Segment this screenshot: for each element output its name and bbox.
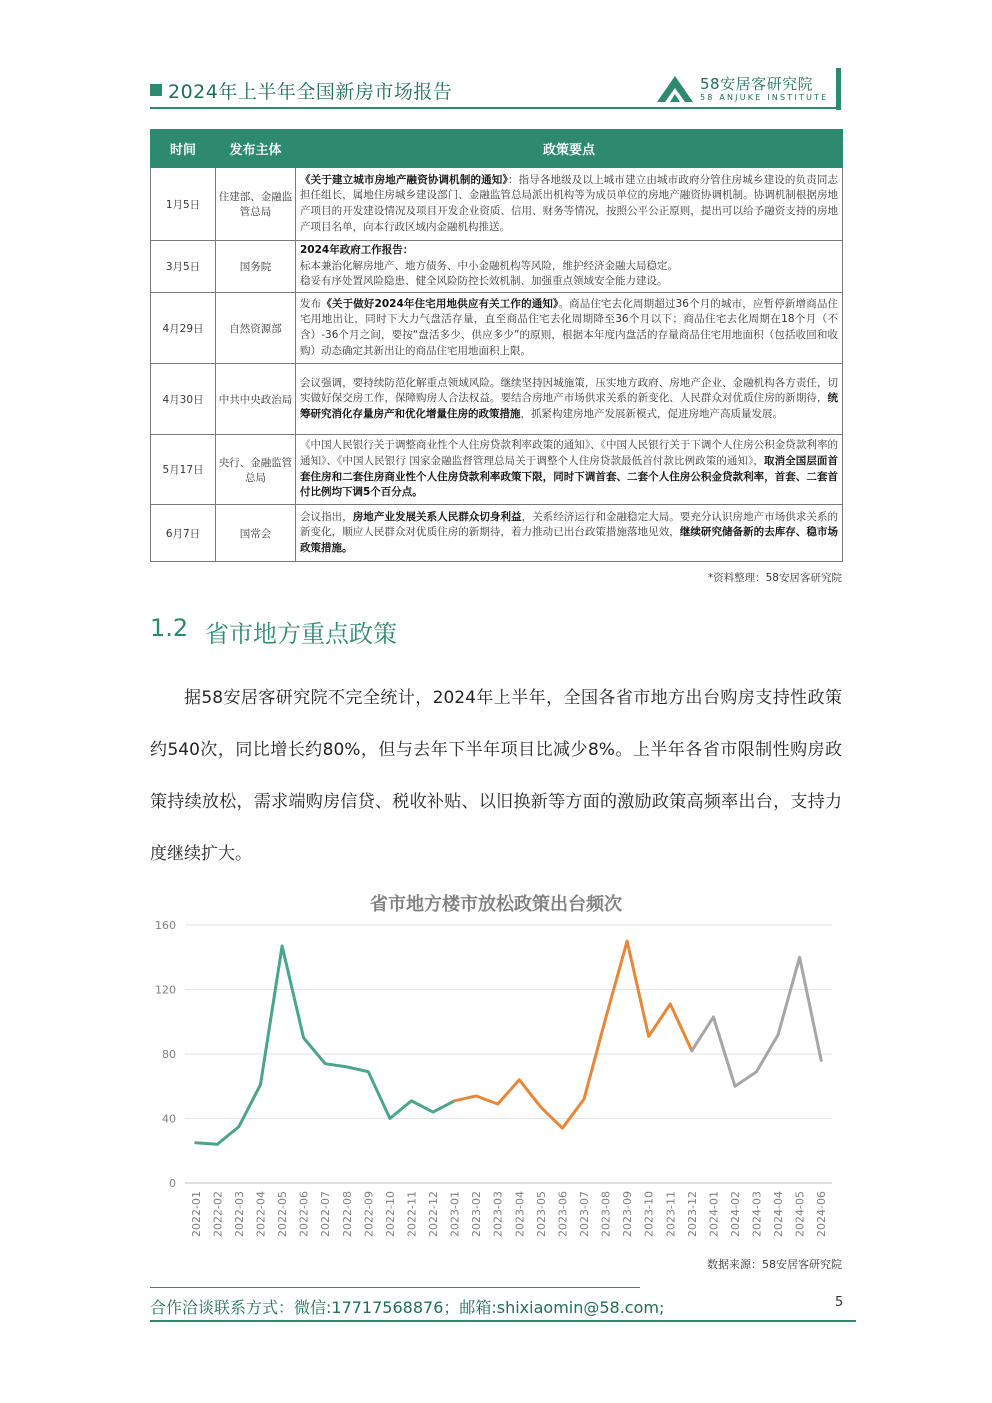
x-tick-label: 2024-06 (815, 1191, 829, 1237)
logo-icon (655, 72, 695, 104)
table-row (151, 505, 843, 562)
header-rule (150, 107, 840, 109)
x-tick-label: 2022-06 (297, 1191, 311, 1237)
series-line-segment (455, 941, 692, 1128)
page-number: 5 (835, 1295, 844, 1310)
x-tick-label: 2023-02 (470, 1191, 484, 1237)
footer-bottom-rule (150, 1320, 856, 1322)
policy-text: 标本兼治化解房地产、地方债务、中小金融机构等风险，维护经济金融大局稳定。 (300, 259, 678, 272)
chart-gridlines (185, 925, 832, 1183)
cell-org: 住建部、金融监管总局 (216, 168, 296, 241)
x-tick-label: 2022-08 (340, 1191, 354, 1237)
x-tick-label: 2022-10 (383, 1191, 397, 1237)
table-row (151, 168, 843, 241)
x-tick-label: 2024-04 (772, 1191, 786, 1237)
table-header-row (151, 130, 843, 168)
policy-highlight-text: 继续研究储备新的去库存、稳市场政策措施。 (300, 526, 839, 554)
x-tick-label: 2024-01 (707, 1191, 721, 1237)
chart-y-axis (155, 919, 176, 1190)
x-tick-label: 2023-07 (577, 1191, 591, 1237)
x-tick-label: 2022-05 (276, 1191, 290, 1237)
policy-text: 会议指出， (300, 510, 353, 523)
y-tick-label: 40 (162, 1112, 176, 1126)
policy-highlight-text: 《关于做好2024年住宅用地供应有关工作的通知》 (321, 297, 559, 310)
cell-policy-points (296, 505, 843, 562)
policy-highlight-text: 房地产业发展关系人民群众切身利益 (352, 510, 522, 523)
chart-title: 省市地方楼市放松政策出台频次 (370, 894, 622, 915)
policy-text: ，关系经济运行和金融稳定大局。要充分认识房地产市场供求关系的新变化，顺应人民群众对优质住房的新期待，着力推动已出台政策措施落地见效， (300, 510, 839, 539)
section-paragraph: 据58安居客研究院不完全统计，2024年上半年，全国各省市地方出台购房支持性政策约540次，同比增长约80%，但与去年下半年项目比减少8%。上半年各省市限制性购房政策持续放松，需求端购房信贷、税收补贴、以旧换新等方面的激励政策高频率出台，支持力度继续扩大。 (150, 688, 842, 864)
x-tick-label: 2022-01 (189, 1191, 203, 1237)
policy-highlight-text: 取消全国层面首套住房和二套住房商业性个人住房贷款利率政策下限，同时下调首套、二套个人住房公积金贷款利率，首套、二套首付比例均下调5个百分点。 (300, 454, 838, 499)
cell-date: 5月17日 (151, 435, 216, 505)
y-tick-label: 160 (155, 919, 176, 932)
x-tick-label: 2022-09 (362, 1191, 376, 1237)
logo-subtitle: 58 ANJUKE INSTITUTE (700, 93, 829, 102)
cell-policy-points (296, 364, 843, 435)
x-tick-label: 2023-12 (685, 1191, 699, 1237)
footer-rule (150, 1287, 640, 1288)
x-tick-label: 2023-05 (534, 1191, 548, 1237)
policy-highlight-text: 《关于建立城市房地产融资协调机制的通知》 (300, 173, 508, 186)
x-tick-label: 2023-04 (513, 1191, 527, 1237)
table-row (151, 241, 843, 293)
policy-frequency-line-chart (150, 880, 842, 1250)
policy-text: 会议强调，要持续防范化解重点领域风险。继续坚持因城施策，压实地方政府、房地产企业、金融机构各方责任，切实做好保交房工作，保障购房人合法权益。要结合房地产市场供求关系的新变化、人民群众对优质住房的新期待， (300, 376, 838, 405)
x-tick-label: 2023-03 (491, 1191, 505, 1237)
cell-org: 国常会 (216, 505, 296, 562)
cell-policy-points (296, 435, 843, 505)
header-square-marker (150, 84, 162, 96)
x-tick-label: 2022-11 (405, 1191, 419, 1237)
x-tick-label: 2024-05 (793, 1191, 807, 1237)
cell-date: 4月30日 (151, 364, 216, 435)
x-tick-label: 2022-12 (427, 1191, 441, 1237)
policy-text: 。商品住宅去化周期超过36个月的城市，应暂停新增商品住宅用地出让，同时下大力气盘活存量，直至商品住宅去化周期降至36个月以下；商品住宅去化周期在18个月（不含）-36个月之间，要按“盘活多少、供应多少”的原则，根据本年度内盘活的存量商品住宅用地面积（包括收回和收购）动态确定其新出让的商品住宅用地面积上限。 (300, 297, 839, 357)
series-line-segment (692, 957, 821, 1086)
x-tick-label: 2023-08 (599, 1191, 613, 1237)
x-tick-label: 2024-02 (728, 1191, 742, 1237)
column-header-org: 发布主体 (216, 130, 296, 168)
x-tick-label: 2022-04 (254, 1191, 268, 1237)
x-tick-label: 2023-06 (556, 1191, 570, 1237)
table-row (151, 293, 843, 364)
x-tick-label: 2023-01 (448, 1191, 462, 1237)
policy-text: 发布 (300, 297, 322, 310)
chart-source-note: 数据来源：58安居客研究院 (707, 1258, 842, 1271)
cell-date: 6月7日 (151, 505, 216, 562)
series-line-segment (196, 946, 455, 1144)
x-tick-label: 2022-03 (232, 1191, 246, 1237)
x-tick-label: 2023-10 (642, 1191, 656, 1237)
cell-org: 自然资源部 (216, 293, 296, 364)
x-tick-label: 2024-03 (750, 1191, 764, 1237)
section-number: 1.2 (150, 614, 189, 642)
x-tick-label: 2023-09 (621, 1191, 635, 1237)
policy-highlight-text: 2024年政府工作报告： (300, 244, 414, 257)
x-tick-label: 2022-02 (211, 1191, 225, 1237)
policy-text: 《中国人民银行关于调整商业性个人住房贷款利率政策的通知》、《中国人民银行关于下调个人住房公积金贷款利率的通知》、《中国人民银行 国家金融监督管理总局关于调整个人住房贷款最低首付款比例政策的通知》， (300, 439, 838, 467)
cell-org: 中共中央政治局 (216, 364, 296, 435)
cell-org: 央行、金融监管总局 (216, 435, 296, 505)
footer-contact: 合作洽谈联系方式：微信:17717568876；邮箱:shixiaomin@58.com; (150, 1298, 665, 1317)
cell-date: 1月5日 (151, 168, 216, 241)
section-title: 省市地方重点政策 (205, 620, 397, 648)
y-tick-label: 120 (155, 983, 176, 997)
y-tick-label: 80 (162, 1048, 176, 1061)
table-source-note: *资料整理：58安居客研究院 (707, 572, 842, 584)
column-header-date: 时间 (151, 130, 216, 168)
cell-date: 4月29日 (151, 293, 216, 364)
table-row (151, 364, 843, 435)
chart-series-lines (196, 941, 821, 1144)
policy-text: 稳妥有序处置风险隐患、健全风险防控长效机制、加强重点领域安全能力建设。 (300, 275, 668, 288)
cell-policy-points (296, 241, 843, 293)
cell-date: 3月5日 (151, 241, 216, 293)
table-row (151, 435, 843, 505)
policy-text: ，抓紧构建房地产发展新模式，促进房地产高质量发展。 (520, 407, 783, 420)
x-tick-label: 2022-07 (319, 1191, 333, 1237)
policy-text: ：指导各地级及以上城市建立由城市政府分管住房城乡建设的负责同志担任组长，属地住房城乡建设部门、金融监管总局派出机构等为成员单位的房地产融资协调机制。协调机制根据房地产项目的开发建设情况及项目开发企业资质、信用、财务等情况，按照公平公正原则，提出可以给予融资支持的房地产项目名单，向本行政区域内金融机构推送。 (300, 173, 839, 233)
logo-name: 58安居客研究院 (700, 75, 814, 93)
x-tick-label: 2023-11 (664, 1191, 678, 1237)
y-tick-label: 0 (169, 1177, 176, 1190)
chart-x-axis (190, 1191, 828, 1237)
column-header-points: 政策要点 (296, 130, 843, 168)
cell-policy-points (296, 293, 843, 364)
cell-policy-points (296, 168, 843, 241)
header-side-bar (836, 68, 841, 110)
policy-table (150, 129, 843, 562)
policy-highlight-text: 统筹研究消化存量房产和优化增量住房的政策措施 (300, 392, 838, 420)
report-title: 2024年上半年全国新房市场报告 (168, 81, 453, 103)
cell-org: 国务院 (216, 241, 296, 293)
